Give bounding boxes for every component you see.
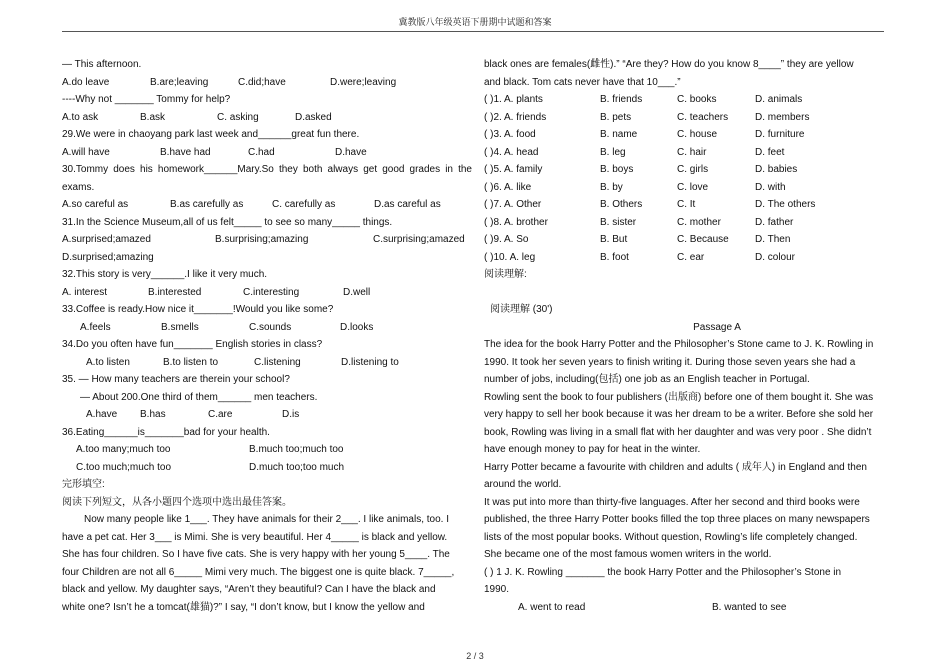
option-a: A.so careful as xyxy=(62,199,129,210)
passage-line: have enough money to pay for heat in the winter. xyxy=(484,444,701,455)
question-35-line2: — About 200.One third of them______ men teachers. xyxy=(80,391,318,403)
option-c: C.are xyxy=(208,409,233,420)
passage-line: Rowling sent the book to four publishers (出版商) before one of them bought it. She was xyxy=(484,391,874,403)
option-a: ( )10. A. leg xyxy=(484,251,536,263)
option-b: B. boys xyxy=(600,164,634,175)
option-b: B. foot xyxy=(600,251,629,263)
passage-title: Passage A xyxy=(693,321,741,333)
question-35: 35. — How many teachers are therein your school? xyxy=(62,374,290,385)
option-b: B. Others xyxy=(600,199,643,210)
option-b: B.are;leaving xyxy=(150,76,209,88)
cloze-option-row xyxy=(484,144,950,162)
left-column xyxy=(62,56,472,616)
question-36: 36.Eating______is_______bad for your health. xyxy=(62,426,270,438)
q36-options-2 xyxy=(62,459,472,477)
passage-line: have a pet cat. Her 3___ is Mimi. She is very beautiful. Her 4_____ is black and yellow. xyxy=(62,531,448,543)
option-c: C. mother xyxy=(677,216,721,228)
passage-line: The idea for the book Harry Potter and the Philosopher’s Stone came to J. K. Rowling in xyxy=(484,339,874,350)
option-c: C.listening xyxy=(254,356,301,368)
cloze-option-row xyxy=(484,249,950,267)
cloze-option-row xyxy=(484,231,950,249)
option-b: B. leg xyxy=(600,146,626,158)
cloze-option-row xyxy=(484,161,950,179)
option-d: D. furniture xyxy=(755,129,805,140)
option-c: C.had xyxy=(248,146,275,158)
option-b: B. by xyxy=(600,181,623,193)
option-a: A. interest xyxy=(62,286,108,298)
option-a: A.do leave xyxy=(62,76,110,88)
q29-options xyxy=(62,144,472,162)
option-a: A.to listen xyxy=(86,356,130,368)
option-d: D. animals xyxy=(755,94,803,105)
q33-options xyxy=(62,319,472,337)
option-b: B.have had xyxy=(160,146,211,158)
option-b: B. friends xyxy=(600,94,643,105)
option-a: A.will have xyxy=(62,146,110,158)
passage-line: around the world. xyxy=(484,479,562,490)
option-d: D. feet xyxy=(755,146,785,158)
option-d: D.surprised;amazing xyxy=(62,251,154,263)
passage-line: She became one of the most famous women writers in the world. xyxy=(484,549,772,560)
question-33: 33.Coffee is ready.How nice it_______!Would you like some? xyxy=(62,304,334,315)
option-a: A.too many;much too xyxy=(76,444,171,455)
question-31: 31.In the Science Museum,all of us felt_____ to see so many_____ things. xyxy=(62,216,393,228)
option-d: D.is xyxy=(282,409,300,420)
cloze-option-row xyxy=(484,126,950,144)
option-a: ( )9. A. So xyxy=(484,234,529,245)
question-30: 30.Tommy does his homework______Mary.So they both always get good grades in the exams. xyxy=(62,164,472,193)
option-b: B.surprising;amazing xyxy=(215,234,309,245)
option-c: C. house xyxy=(677,129,718,140)
passage-line: and black. Tom cats never have that 10___.” xyxy=(484,76,681,88)
passage-line: black ones are females(雌性).” “Are they? How do you know 8____” they are yellow xyxy=(484,59,854,70)
option-d: D. members xyxy=(755,111,810,123)
option-b: B.smells xyxy=(161,321,199,333)
cloze-option-row xyxy=(484,91,950,109)
option-a: ( )3. A. food xyxy=(484,129,536,140)
option-c: C. love xyxy=(677,181,709,193)
option-b: B. But xyxy=(600,234,628,245)
option-a: ( )8. A. brother xyxy=(484,216,548,228)
section-subtitle: 阅读理解 (30') xyxy=(490,304,553,315)
option-a: ( )5. A. family xyxy=(484,164,543,175)
option-d: D. father xyxy=(755,216,794,228)
q36-options-1 xyxy=(62,441,472,459)
option-a: ( )2. A. friends xyxy=(484,111,547,123)
passage-line: very happy to sell her book because it was her dream to be a writer. Before she sold her xyxy=(484,409,874,420)
q28-options xyxy=(62,74,472,92)
q28b-options xyxy=(62,109,472,127)
passage-line: Now many people like 1___. They have animals for their 2___. I like animals, too. I xyxy=(84,514,450,525)
passage-line: lists of the most popular books. Without question, Rowling’s life completely changed. xyxy=(484,531,858,543)
option-d: D. Then xyxy=(755,234,791,245)
option-d: D.have xyxy=(335,146,367,158)
option-b: B.as carefully as xyxy=(170,199,244,210)
page-number: 2 / 3 xyxy=(466,651,484,661)
option-a: A.surprised;amazed xyxy=(62,234,151,245)
section-title: 阅读理解: xyxy=(484,269,527,280)
option-c: C. teachers xyxy=(677,111,729,123)
q30-options xyxy=(62,196,472,214)
passage-line: white one? Isn’t he a tomcat(雄猫)?” I say, “I don’t know, but I know the yellow and xyxy=(62,601,425,613)
passage-line: 1990. It took her seven years to finish writing it. During those seven years she had a xyxy=(484,356,856,368)
option-b: B.ask xyxy=(140,111,166,123)
question-1-line2: 1990. xyxy=(484,584,510,595)
option-d: D.well xyxy=(343,286,371,298)
question-line: ----Why not _______ Tommy for help? xyxy=(62,94,231,105)
question-1: ( ) 1 J. K. Rowling _______ the book Harry Potter and the Philosopher’s Stone in xyxy=(484,566,842,578)
option-c: C. Because xyxy=(677,234,729,245)
passage-line: four Children are not all 6_____ Mimi very much. The biggest one is quite black. 7_____, xyxy=(62,566,455,578)
cloze-option-row xyxy=(484,214,950,232)
option-b: B.interested xyxy=(148,286,202,298)
passage-line: It was put into more than thirty-five languages. After her second and third books were xyxy=(484,496,860,508)
option-d: D.as careful as xyxy=(374,199,441,210)
option-c: C. hair xyxy=(677,146,707,158)
option-c: C.too much;much too xyxy=(76,461,172,473)
passage-line: Harry Potter became a favourite with children and adults ( 成年人) in England and then xyxy=(484,461,867,473)
option-b: B. wanted to see xyxy=(712,601,787,613)
page-header: 冀教版八年级英语下册期中试题和答案 xyxy=(398,17,552,27)
option-b: B. name xyxy=(600,129,638,140)
passage-line: book, Rowling was living in a small flat with her daughter and was very poor . She didn’t xyxy=(484,426,872,438)
option-d: D.asked xyxy=(295,111,332,123)
option-b: B.to listen to xyxy=(163,356,219,368)
option-d: D. The others xyxy=(755,199,816,210)
header-rule xyxy=(62,31,884,32)
option-d: D. babies xyxy=(755,164,798,175)
option-c: C. It xyxy=(677,199,696,210)
cloze-option-row xyxy=(484,109,950,127)
option-b: B. sister xyxy=(600,216,637,228)
option-c: C. asking xyxy=(217,111,259,123)
option-c: C. carefully as xyxy=(272,199,336,210)
option-c: C.surprising;amazed xyxy=(373,234,465,245)
passage-line: black and yellow. My daughter says, “Aren’t they beautiful? Can I have the black and xyxy=(62,584,436,595)
answer-line: — This afternoon. xyxy=(62,59,142,70)
option-b: B. pets xyxy=(600,111,632,123)
option-c: C.did;have xyxy=(238,76,286,88)
option-d: D.much too;too much xyxy=(249,461,345,473)
option-a: ( )4. A. head xyxy=(484,146,539,158)
section-instructions: 阅读下列短文，从各小题四个选项中选出最佳答案。 xyxy=(62,496,292,508)
q31-options xyxy=(62,231,472,249)
option-c: C. ear xyxy=(677,251,705,263)
question-32: 32.This story is very______.I like it very much. xyxy=(62,269,268,280)
option-c: C.interesting xyxy=(243,286,300,298)
cloze-option-row xyxy=(484,179,950,197)
passage-line: number of jobs, including(包括) one job as an English teacher in Portugal. xyxy=(484,374,810,385)
right-column xyxy=(484,56,950,616)
passage-line: She has four children. So I have five cats. She is very happy with her young 5____. The xyxy=(62,549,450,560)
option-a: A. went to read xyxy=(518,601,586,613)
q1-options xyxy=(484,599,950,617)
option-a: A.feels xyxy=(80,321,111,333)
option-d: D.listening to xyxy=(341,356,399,368)
option-d: D. colour xyxy=(755,251,796,263)
question-29: 29.We were in chaoyang park last week and______great fun there. xyxy=(62,129,360,140)
question-34: 34.Do you often have fun_______ English stories in class? xyxy=(62,339,323,350)
option-a: A.to ask xyxy=(62,111,99,123)
option-a: ( )1. A. plants xyxy=(484,94,543,105)
option-d: D.were;leaving xyxy=(330,76,397,88)
q35-options xyxy=(62,406,472,424)
section-title: 完形填空: xyxy=(62,479,105,490)
q32-options xyxy=(62,284,472,302)
option-c: C.sounds xyxy=(249,321,292,333)
spacer xyxy=(484,284,950,302)
cloze-option-row xyxy=(484,196,950,214)
option-a: ( )7. A. Other xyxy=(484,199,542,210)
option-d: D.looks xyxy=(340,321,374,333)
option-b: B.has xyxy=(140,409,166,420)
option-d: D. with xyxy=(755,181,786,193)
passage-line: published, the three Harry Potter books filled the top three places on many newspapers xyxy=(484,514,870,525)
option-c: C. girls xyxy=(677,164,709,175)
option-b: B.much too;much too xyxy=(249,444,344,455)
q34-options xyxy=(62,354,472,372)
option-a: A.have xyxy=(86,409,118,420)
option-c: C. books xyxy=(677,94,717,105)
option-a: ( )6. A. like xyxy=(484,181,532,193)
